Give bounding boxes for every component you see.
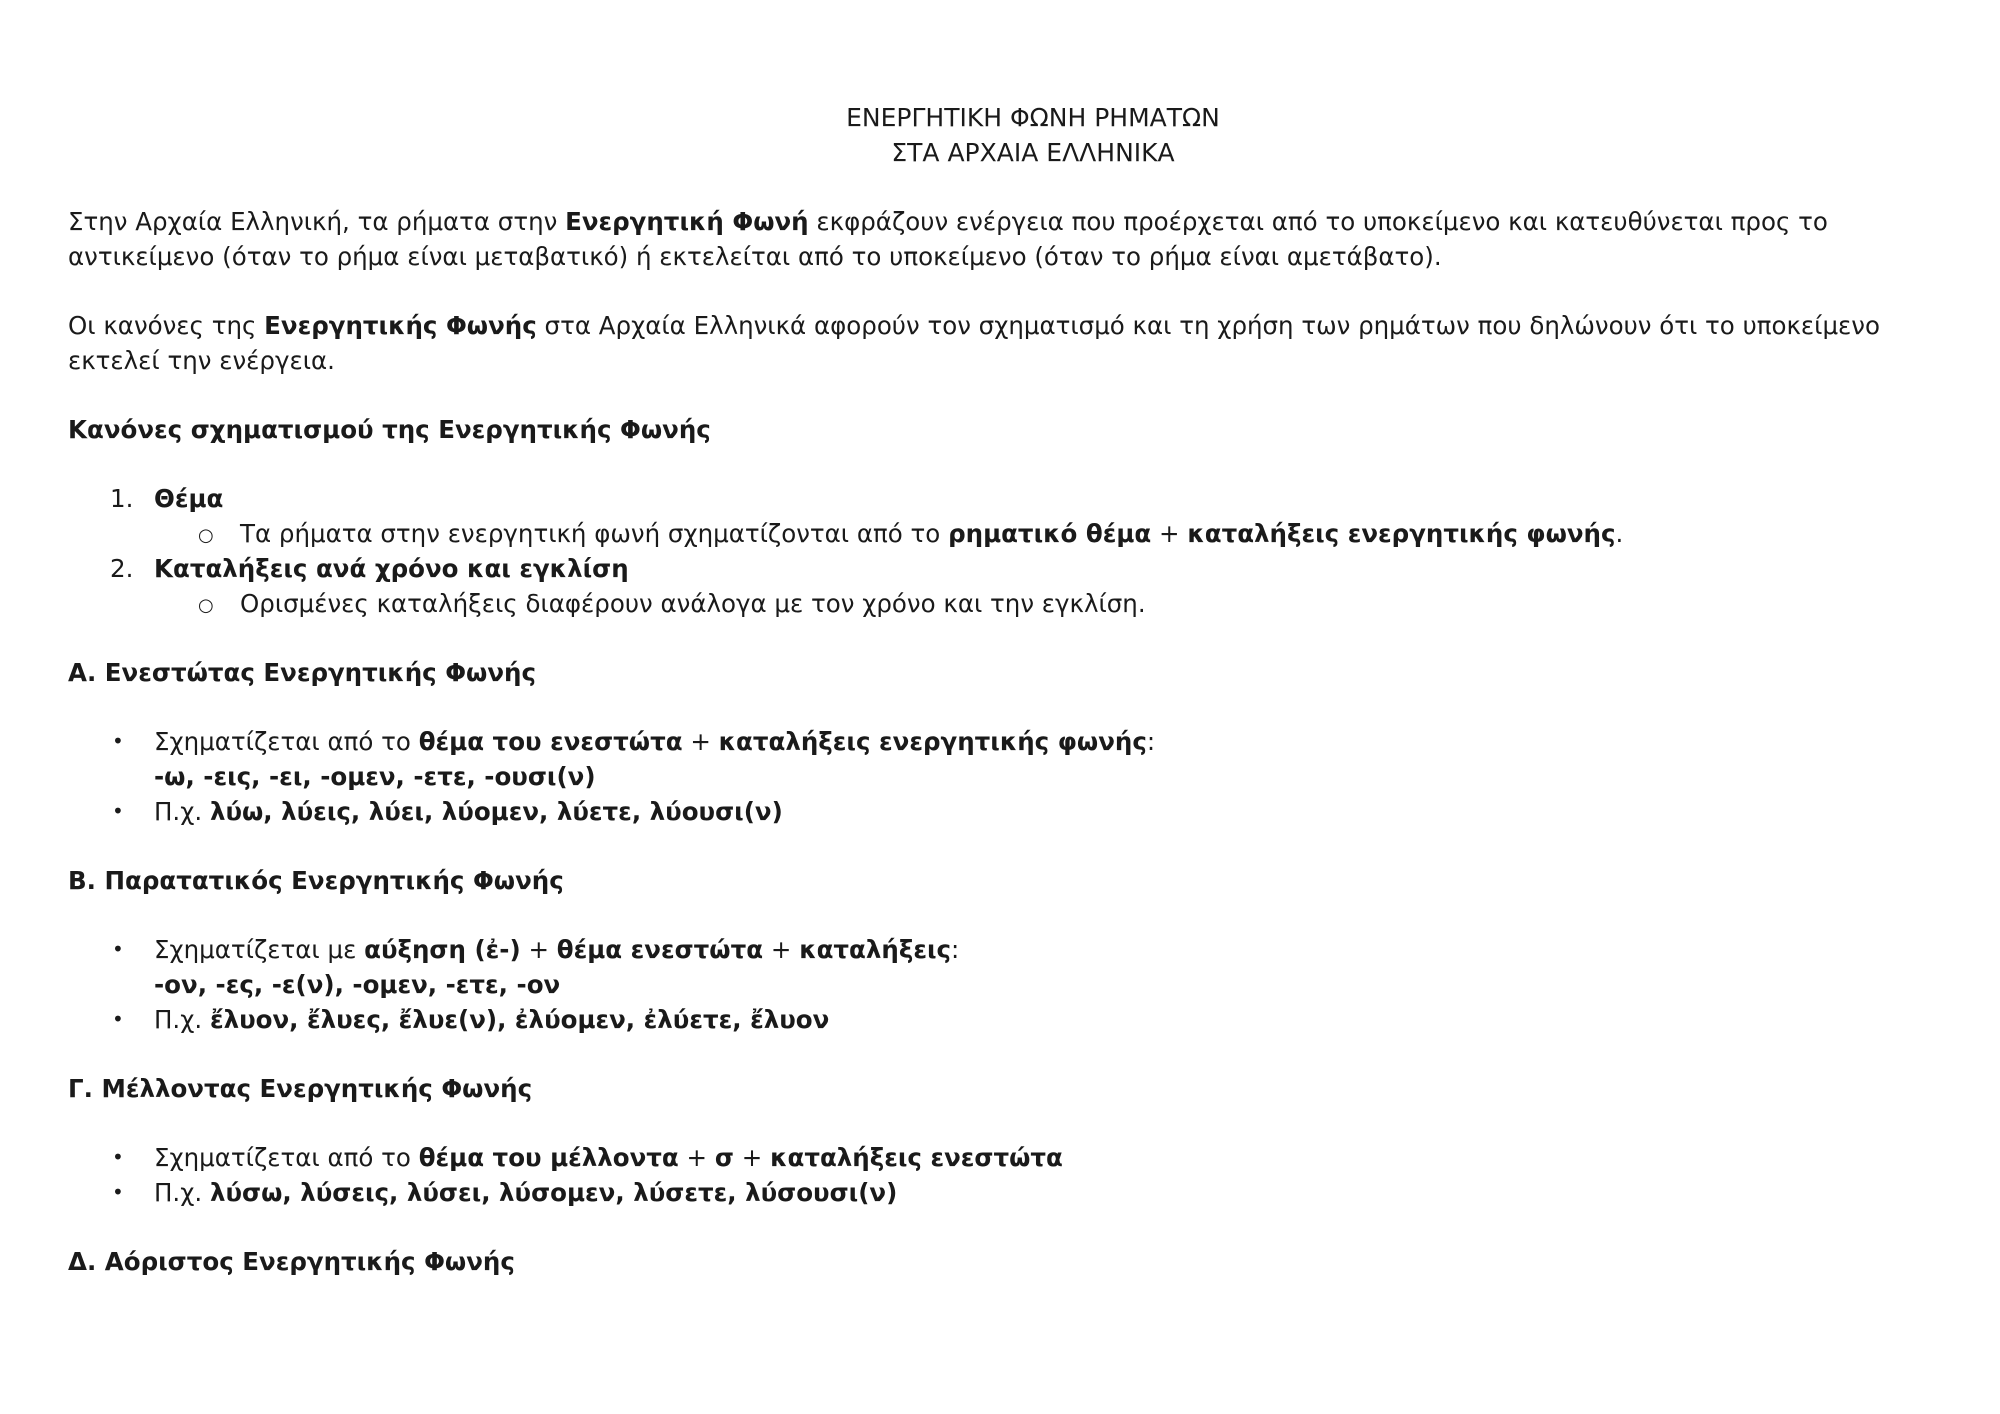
list-item	[68, 481, 1938, 516]
text-run: εκφράζουν ενέργεια που προέρχεται από το υποκείμενο και κατευθύνεται προς το αντικείμενο (όταν το ρήμα είναι μεταβατικό) ή εκτελείται από το υποκείμενο (όταν το ρήμα είναι αμετάβατο).	[68, 207, 1828, 271]
sub-list-item	[68, 586, 1938, 621]
document-title	[68, 100, 1938, 170]
example-forms: ἔλυον, ἔλυες, ἔλυε(ν), ἐλύομεν, ἐλύετε, ἔλυον	[209, 1005, 830, 1034]
list-item	[68, 1002, 1938, 1037]
section-a-list	[68, 724, 1938, 829]
text-run: +	[1151, 519, 1188, 548]
bullet-icon: •	[112, 1180, 124, 1204]
list-item	[68, 1175, 1938, 1210]
intro-paragraph-1	[68, 204, 1938, 274]
text-run: Π.χ.	[154, 797, 210, 826]
section-c-heading: Γ. Μέλλοντας Ενεργητικής Φωνής	[68, 1074, 533, 1103]
list-number: 2.	[110, 554, 134, 583]
bold-text: καταλήξεις ενεστώτα	[770, 1143, 1063, 1172]
section-b-heading: Β. Παρατατικός Ενεργητικής Φωνής	[68, 866, 564, 895]
circle-bullet-icon: ○	[198, 595, 214, 616]
bullet-icon: •	[112, 1145, 124, 1169]
section-c-list	[68, 1140, 1938, 1210]
bold-text: θέμα του μέλλοντα	[418, 1143, 679, 1172]
text-run: Ορισμένες καταλήξεις διαφέρουν ανάλογα με τον χρόνο και την εγκλίση.	[240, 589, 1146, 618]
bold-text: θέμα του ενεστώτα	[418, 727, 683, 756]
bold-text: θέμα ενεστώτα	[556, 935, 764, 964]
text-run: Π.χ.	[154, 1178, 210, 1207]
text-run: στα Αρχαία Ελληνικά αφορούν τον σχηματισμό και τη χρήση των ρημάτων που δηλώνουν ότι το υποκείμενο εκτελεί την ενέργεια.	[68, 311, 1880, 375]
title-line-2: ΣΤΑ ΑΡΧΑΙΑ ΕΛΛΗΝΙΚΑ	[891, 138, 1175, 167]
circle-bullet-icon: ○	[198, 525, 214, 546]
text-run: +	[733, 1143, 771, 1172]
list-number: 1.	[110, 484, 134, 513]
text-run: Οι κανόνες της	[68, 311, 265, 340]
endings: -ον, -ες, -ε(ν), -ομεν, -ετε, -ον	[154, 970, 561, 999]
section-a-heading: Α. Ενεστώτας Ενεργητικής Φωνής	[68, 658, 536, 687]
text-run: Στην Αρχαία Ελληνική, τα ρήματα στην	[68, 207, 566, 236]
text-run: Σχηματίζεται από το	[154, 1143, 419, 1172]
example-forms: λύσω, λύσεις, λύσει, λύσομεν, λύσετε, λύσουσι(ν)	[209, 1178, 898, 1207]
bold-text: σ	[714, 1143, 734, 1172]
bold-text: καταλήξεις ενεργητικής φωνής	[718, 727, 1147, 756]
bold-text: καταλήξεις ενεργητικής φωνής	[1187, 519, 1616, 548]
text-run: .	[1615, 519, 1624, 548]
text-run: +	[520, 935, 557, 964]
list-item	[68, 794, 1938, 829]
text-run: +	[682, 727, 719, 756]
bold-text: Ενεργητική Φωνή	[565, 207, 809, 236]
text-run: Σχηματίζεται από το	[154, 727, 419, 756]
title-line-1: ΕΝΕΡΓΗΤΙΚΗ ΦΩΝΗ ΡΗΜΑΤΩΝ	[846, 103, 1220, 132]
document-page	[68, 100, 1938, 1313]
text-run: Σχηματίζεται με	[154, 935, 365, 964]
list-item	[68, 551, 1938, 586]
bullet-icon: •	[112, 937, 124, 961]
list-item	[68, 724, 1938, 794]
bold-text: αύξηση (ἐ-)	[364, 935, 521, 964]
bullet-icon: •	[112, 729, 124, 753]
text-run: +	[678, 1143, 715, 1172]
section-b-list	[68, 932, 1938, 1037]
text-run: Π.χ.	[154, 1005, 210, 1034]
bullet-icon: •	[112, 799, 124, 823]
section-d-heading: Δ. Αόριστος Ενεργητικής Φωνής	[68, 1247, 515, 1276]
list-item-title: Καταλήξεις ανά χρόνο και εγκλίση	[154, 554, 629, 583]
endings: -ω, -εις, -ει, -ομεν, -ετε, -ουσι(ν)	[154, 762, 596, 791]
list-item	[68, 932, 1938, 1002]
sub-list-item	[68, 516, 1938, 551]
bold-text: ρηματικό θέμα	[948, 519, 1152, 548]
text-run: +	[763, 935, 800, 964]
intro-paragraph-2	[68, 308, 1938, 378]
bullet-icon: •	[112, 1007, 124, 1031]
rules-heading: Κανόνες σχηματισμού της Ενεργητικής Φωνής	[68, 415, 711, 444]
text-run: Τα ρήματα στην ενεργητική φωνή σχηματίζονται από το	[240, 519, 949, 548]
text-run: :	[1146, 727, 1156, 756]
rules-list	[68, 481, 1938, 621]
text-run: :	[951, 935, 960, 964]
example-forms: λύω, λύεις, λύει, λύομεν, λύετε, λύουσι(ν)	[209, 797, 783, 826]
bold-text: Ενεργητικής Φωνής	[264, 311, 537, 340]
bold-text: καταλήξεις	[799, 935, 952, 964]
list-item	[68, 1140, 1938, 1175]
list-item-title: Θέμα	[154, 484, 224, 513]
